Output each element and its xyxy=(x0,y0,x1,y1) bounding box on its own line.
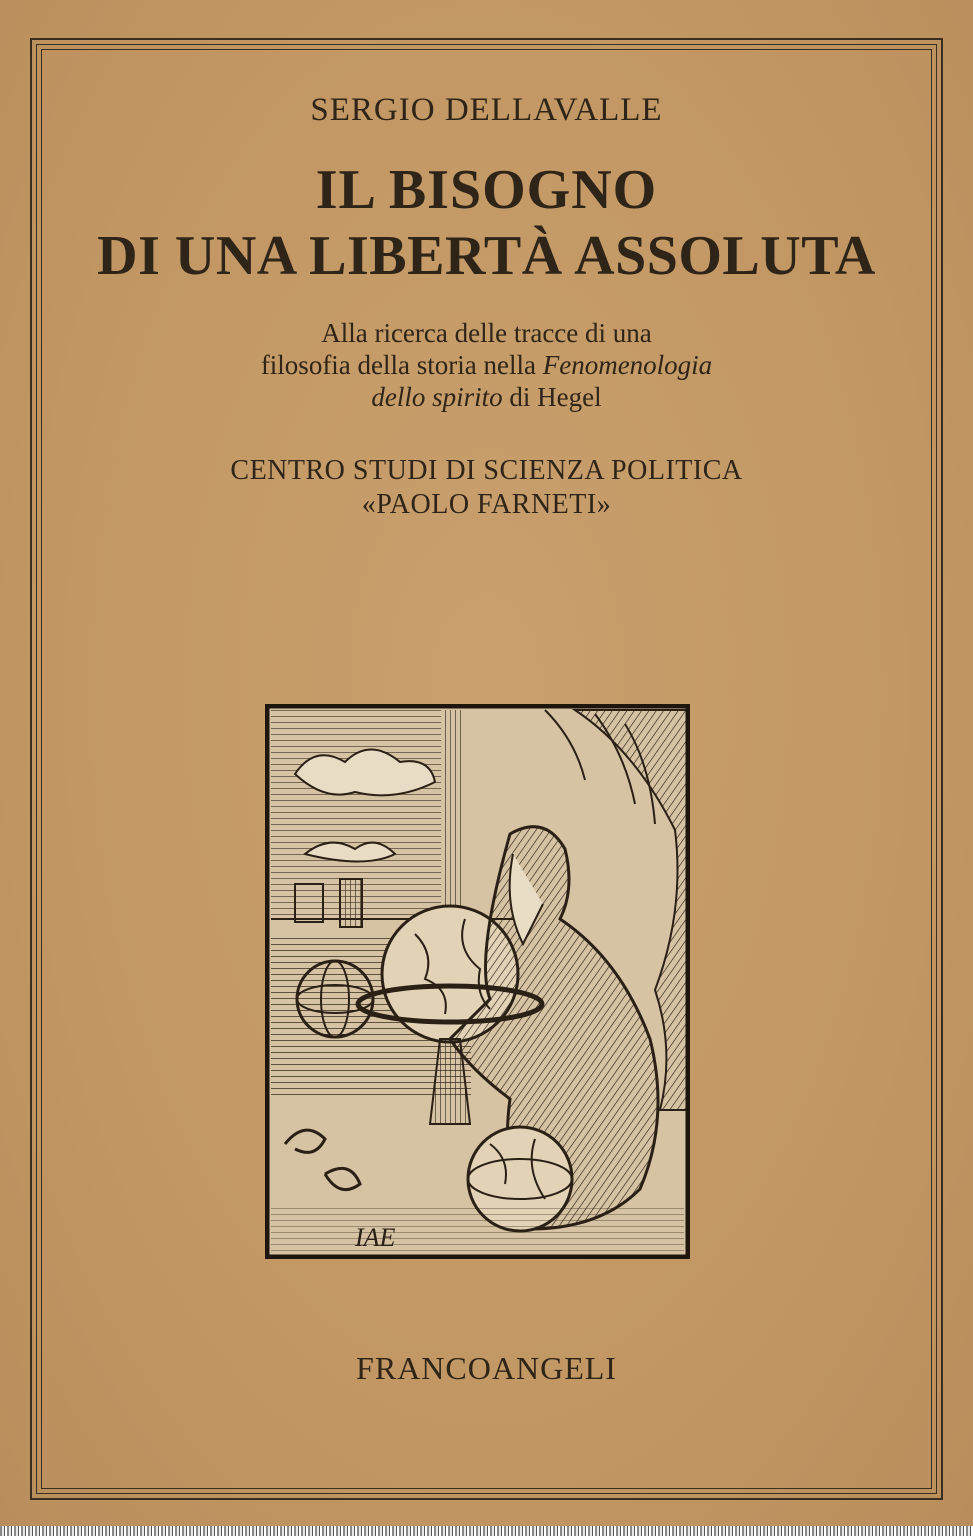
subtitle-line-2 xyxy=(0,350,973,381)
scan-edge-strip xyxy=(0,1526,973,1536)
series-line-1: CENTRO STUDI DI SCIENZA POLITICA xyxy=(230,455,743,486)
series-line-2: «PAOLO FARNETI» xyxy=(361,489,612,520)
book-title-line-2: DI UNA LIBERTÀ ASSOLUTA xyxy=(97,225,876,287)
subtitle-italic-work-cont: dello spirito xyxy=(371,382,503,412)
subtitle-italic-work: Fenomenologia xyxy=(542,350,713,380)
subtitle-line-3 xyxy=(0,382,973,413)
woodcut-inscription: IAE xyxy=(355,1223,396,1252)
woodcut-astronomer-with-globes-icon xyxy=(265,704,690,1259)
book-title-line-1: IL BISOGNO xyxy=(315,159,658,221)
subtitle-line-3-text: di Hegel xyxy=(502,382,602,412)
subtitle-line-1: Alla ricerca delle tracce di una xyxy=(321,318,652,348)
subtitle-line-2-text: filosofia della storia nella xyxy=(260,350,543,380)
author-name: SERGIO DELLAVALLE xyxy=(310,92,663,128)
publisher-name: FRANCOANGELI xyxy=(356,1350,617,1386)
